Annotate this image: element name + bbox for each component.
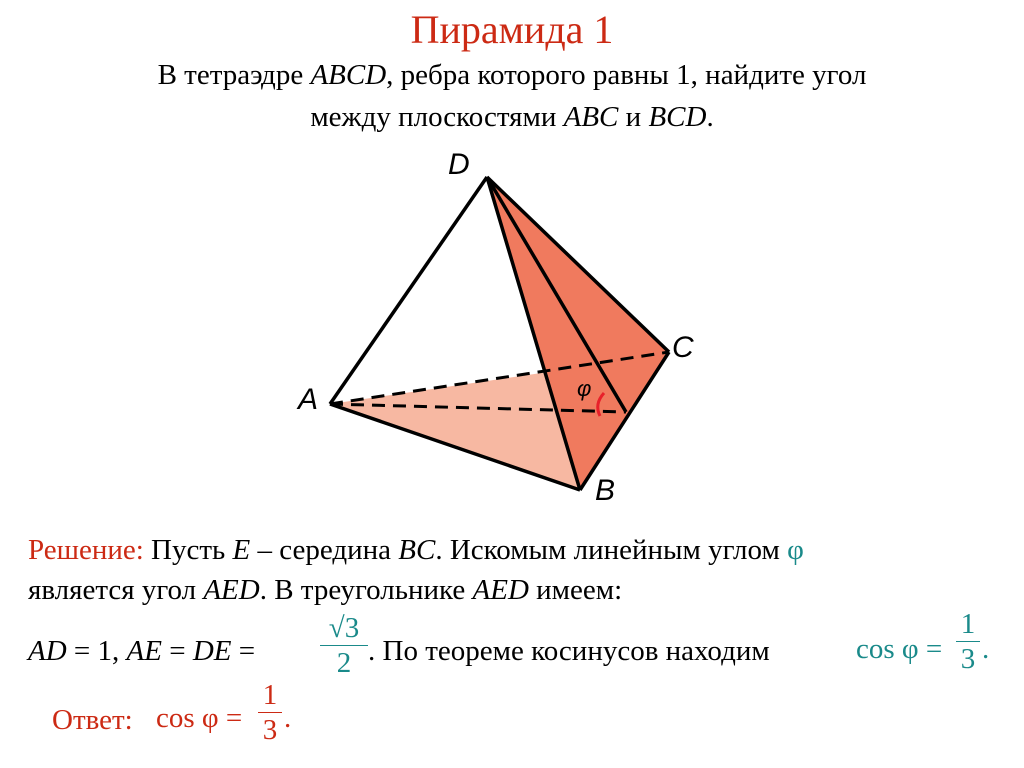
var-abcd: ABCD — [310, 59, 387, 91]
answer-cos-phi-expression: cos φ = — [156, 702, 243, 734]
fraction-bar — [956, 641, 980, 642]
vertex-label-a: A — [298, 383, 319, 416]
var-bc: BC — [398, 534, 436, 566]
solution-equation-line — [28, 605, 1018, 695]
var-ad: AD — [28, 635, 67, 667]
var-aed: AED — [203, 574, 260, 606]
solution-text — [28, 530, 1008, 610]
fraction-denominator: 3 — [960, 643, 976, 675]
solution-text-part: . В треугольнике — [259, 574, 473, 606]
var-de: DE — [192, 635, 232, 667]
cos-phi-expression: cos φ = — [856, 633, 943, 665]
period: . — [284, 702, 292, 734]
equation-part: = 1, — [66, 635, 127, 667]
fraction-numerator: 1 — [262, 679, 278, 711]
answer-fraction-1-over-3 — [258, 680, 282, 745]
solution-text-part: . По теореме косинусов находим — [368, 635, 770, 667]
solution-text-part: является угол — [28, 574, 204, 606]
answer-label: Ответ: — [52, 704, 133, 736]
slide-title: Пирамида 1 — [410, 7, 614, 52]
fraction-numerator: 1 — [960, 608, 976, 640]
angle-label-phi: φ — [577, 376, 592, 401]
fraction-numerator: √3 — [328, 612, 360, 644]
fraction-denominator: 2 — [336, 647, 352, 679]
vertex-label-d: D — [448, 148, 470, 181]
fraction-sqrt3-over-2 — [320, 613, 368, 678]
problem-text: между плоскостями — [310, 101, 564, 133]
edge-ad — [330, 177, 487, 404]
vertex-label-c: C — [672, 331, 694, 364]
fraction-1-over-3 — [956, 609, 980, 674]
solution-label: Решение: — [28, 534, 144, 566]
fraction-bar — [258, 712, 282, 713]
solution-text-part: имеем: — [528, 574, 623, 606]
problem-text: В тетраэдре — [157, 59, 311, 91]
equation-prefix — [28, 635, 255, 668]
equation-part: = — [161, 635, 193, 667]
solution-text-part: – середина — [250, 534, 399, 566]
equation-part: = — [231, 635, 256, 667]
problem-text: и — [618, 101, 649, 133]
vertex-label-b: B — [595, 474, 616, 507]
var-abc: ABC — [563, 101, 619, 133]
phi-symbol: φ — [787, 534, 804, 566]
fraction-denominator: 3 — [262, 714, 278, 746]
var-e: E — [232, 534, 251, 566]
period: . — [982, 633, 990, 665]
var-bcd: BCD — [648, 101, 707, 133]
solution-text-part: Пусть — [143, 534, 233, 566]
problem-text: . — [706, 101, 714, 133]
var-ae: AE — [126, 635, 162, 667]
var-aed: AED — [472, 574, 529, 606]
fraction-bar — [320, 645, 368, 646]
problem-text: , ребра которого равны 1, найдите угол — [386, 59, 867, 91]
solution-text-part: . Искомым линейным углом — [435, 534, 788, 566]
